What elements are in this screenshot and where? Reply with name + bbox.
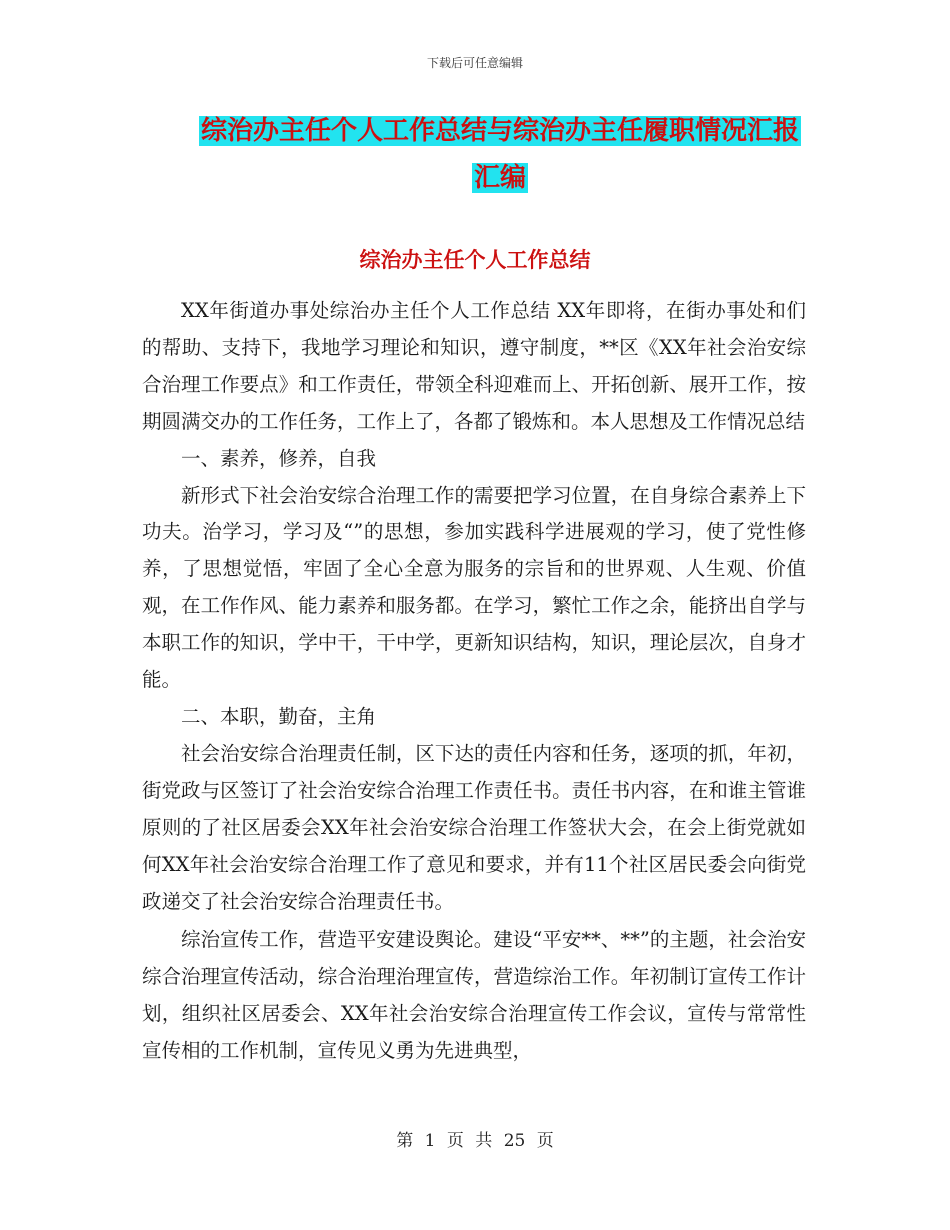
paragraph-responsibility: 社会治安综合治理责任制，区下达的责任内容和任务，逐项的抓，年初，街党政与区签订了社会治安综合治理工作责任书。责任书内容，在和谁主管谁原则的了社区居委会XX年社会治安综合治理工作签状大会，在会上街党就如何XX年社会治安综合治理工作了意见和要求，并有11个社区居民委会向街党政递交了社会治安综合治理责任书。 <box>142 741 806 913</box>
page-footer: 第 1 页 共 25 页 <box>396 1131 554 1151</box>
document-title <box>140 108 860 202</box>
section-title: 综治办主任个人工作总结 <box>359 248 591 272</box>
document-body <box>142 293 806 1070</box>
paragraph-study: 新形式下社会治安综合治理工作的需要把学习位置，在自身综合素养上下功夫。治学习，学习及“”的思想，参加实践科学进展观的学习，使了党性修养，了思想觉悟，牢固了全心全意为服务的宗旨和的世界观、人生观、价值观，在工作作风、能力素养和服务都。在学习，繁忙工作之余，能挤出自学与本职工作的知识，学中干，干中学，更新知识结构，知识，理论层次，自身才能。 <box>142 483 806 692</box>
paragraph-intro: XX年街道办事处综治办主任个人工作总结 XX年即将，在街办事处和们的帮助、支持下，我地学习理论和知识，遵守制度，**区《XX年社会治安综合治理工作要点》和工作责任，带领全科迎难而上、开拓创新、展开工作，按期圆满交办的工作任务，工作上了，各都了锻炼和。本人思想及工作情况总结 <box>142 299 806 433</box>
paragraph-publicity: 综治宣传工作，营造平安建设舆论。建设“平安**、**”的主题，社会治安综合治理宣传活动，综合治理治理宣传，营造综治工作。年初制订宣传工作计划，组织社区居委会、XX年社会治安综合治理宣传工作会议，宣传与常常性宣传相的工作机制，宣传见义勇为先进典型， <box>142 928 806 1063</box>
title-line-1: 综治办主任个人工作总结与综治办主任履职情况汇报 <box>200 116 799 146</box>
heading-two: 二、本职，勤奋，主角 <box>181 704 377 728</box>
heading-one: 一、素养，修养，自我 <box>181 446 377 470</box>
title-line-2: 汇编 <box>473 163 526 193</box>
header-note: 下载后可任意编辑 <box>426 56 523 70</box>
